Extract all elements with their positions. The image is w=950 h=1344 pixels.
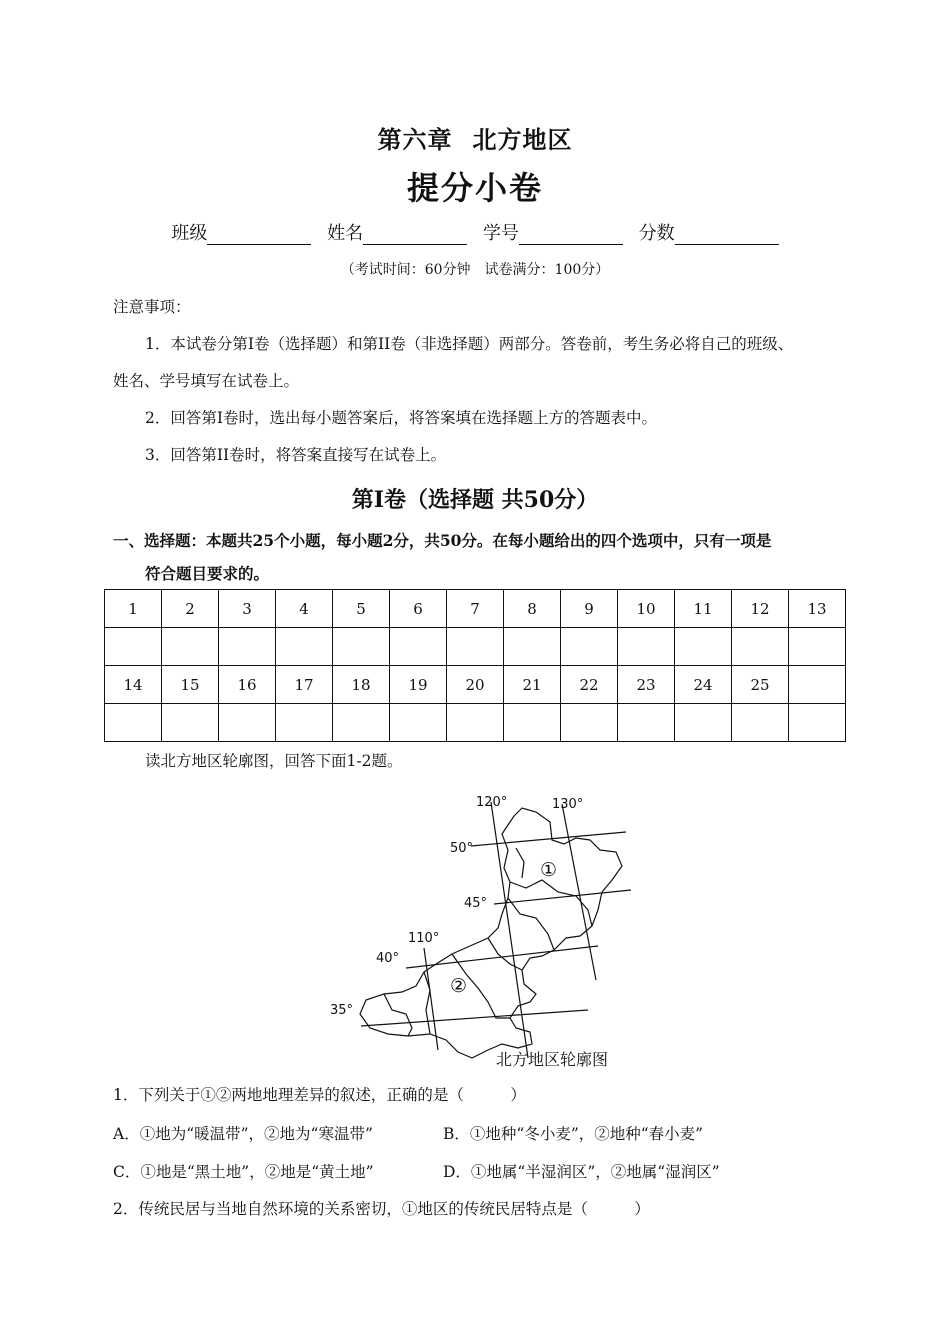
question-number-cell: 14 <box>105 666 162 704</box>
province-boundary <box>510 880 592 926</box>
question-number-cell: 8 <box>504 590 561 628</box>
question-number-cell: 11 <box>675 590 732 628</box>
answer-cell[interactable] <box>162 628 219 666</box>
chapter-name: 北方地区 <box>472 126 573 154</box>
student-id-label: 学号 <box>482 223 519 244</box>
read-instruction: 读北方地区轮廓图，回答下面1-2题。 <box>145 752 403 770</box>
question-number-cell: 16 <box>219 666 276 704</box>
question-number-cell: 6 <box>390 590 447 628</box>
question-number-cell: 15 <box>162 666 219 704</box>
question-number-cell: 23 <box>618 666 675 704</box>
answer-cell[interactable] <box>561 704 618 742</box>
answer-cell[interactable] <box>333 704 390 742</box>
answer-cell[interactable] <box>732 628 789 666</box>
question-1-stem: 1．下列关于①②两地地理差异的叙述，正确的是（ ） <box>113 1086 526 1104</box>
answer-cell[interactable] <box>105 628 162 666</box>
chapter-heading <box>0 120 950 155</box>
answer-cell[interactable] <box>561 628 618 666</box>
score-blank[interactable] <box>675 226 779 245</box>
answer-cell[interactable] <box>219 704 276 742</box>
province-boundary <box>488 938 522 970</box>
question-number-cell: 20 <box>447 666 504 704</box>
notice-item-3: 3．回答第II卷时，将答案直接写在试卷上。 <box>145 446 447 464</box>
class-blank[interactable] <box>207 226 311 245</box>
answer-cell[interactable] <box>447 628 504 666</box>
name-blank[interactable] <box>363 226 467 245</box>
latitude-label-50: 50° <box>450 841 474 856</box>
longitude-line-130 <box>562 804 596 980</box>
question-number-cell: 2 <box>162 590 219 628</box>
answer-cell[interactable] <box>276 704 333 742</box>
question-1-option-a[interactable]: A．①地为“暖温带”，②地为“寒温带” <box>113 1125 373 1143</box>
latitude-label-40: 40° <box>376 951 400 966</box>
section-title: 第I卷（选择题 共50分） <box>351 487 599 513</box>
answer-cell[interactable] <box>390 628 447 666</box>
answer-row <box>105 628 846 666</box>
answer-cell[interactable] <box>618 628 675 666</box>
question-number-cell: 22 <box>561 666 618 704</box>
question-number-row <box>105 590 846 628</box>
answer-cell[interactable] <box>162 704 219 742</box>
name-field[interactable] <box>327 219 467 245</box>
map-caption: 北方地区轮廓图 <box>496 1050 609 1069</box>
answer-cell[interactable] <box>732 704 789 742</box>
answer-cell[interactable] <box>504 628 561 666</box>
exam-timing: （考试时间：60分钟 试卷满分：100分） <box>340 262 610 278</box>
student-info-row <box>0 219 950 245</box>
answer-cell[interactable] <box>618 704 675 742</box>
class-label: 班级 <box>171 223 208 244</box>
map-svg <box>326 788 636 1070</box>
answer-cell[interactable] <box>789 704 846 742</box>
question-number-cell <box>789 666 846 704</box>
answer-cell[interactable] <box>276 628 333 666</box>
question-number-row <box>105 666 846 704</box>
notice-item-1-line-1: 1．本试卷分第I卷（选择题）和第II卷（非选择题）两部分。答卷前，考生务必将自己的班级、 <box>145 335 794 353</box>
answer-cell[interactable] <box>390 704 447 742</box>
question-1-option-b[interactable]: B．①地种“冬小麦”，②地种“春小麦” <box>443 1125 704 1143</box>
river <box>516 848 524 878</box>
question-number-cell: 25 <box>732 666 789 704</box>
answer-cell[interactable] <box>789 628 846 666</box>
region-outline <box>360 808 622 1058</box>
answer-cell[interactable] <box>675 628 732 666</box>
chapter-label: 第六章 <box>377 126 453 154</box>
answer-cell[interactable] <box>675 704 732 742</box>
student-id-field[interactable] <box>483 219 623 245</box>
notice-item-1-line-2: 姓名、学号填写在试卷上。 <box>113 372 300 390</box>
question-number-cell: 21 <box>504 666 561 704</box>
section-instruction-line-2: 符合题目要求的。 <box>145 564 270 583</box>
latitude-line-35 <box>361 1010 588 1026</box>
question-1-option-d[interactable]: D．①地属“半湿润区”，②地属“湿润区” <box>443 1163 720 1181</box>
north-region-map <box>326 788 636 1070</box>
answer-cell[interactable] <box>219 628 276 666</box>
province-boundary <box>384 994 412 1036</box>
question-2-stem: 2．传统民居与当地自然环境的关系密切，①地区的传统民居特点是（ ） <box>113 1200 650 1218</box>
question-number-cell: 12 <box>732 590 789 628</box>
answer-cell[interactable] <box>105 704 162 742</box>
question-number-cell: 1 <box>105 590 162 628</box>
score-label: 分数 <box>638 223 675 244</box>
question-number-cell: 4 <box>276 590 333 628</box>
notice-item-2: 2．回答第I卷时，选出每小题答案后，将答案填在选择题上方的答题表中。 <box>145 409 657 427</box>
longitude-label-110: 110° <box>408 931 440 946</box>
page-title: 提分小卷 <box>406 169 543 207</box>
question-number-cell: 5 <box>333 590 390 628</box>
answer-table <box>104 589 846 742</box>
region-label-1: ① <box>540 859 558 881</box>
longitude-label-130: 130° <box>552 797 584 812</box>
question-number-cell: 17 <box>276 666 333 704</box>
question-number-cell: 9 <box>561 590 618 628</box>
latitude-label-35: 35° <box>330 1003 354 1018</box>
answer-cell[interactable] <box>333 628 390 666</box>
longitude-label-120: 120° <box>476 795 508 810</box>
student-id-blank[interactable] <box>519 226 623 245</box>
latitude-line-50 <box>471 832 626 846</box>
question-number-cell: 18 <box>333 666 390 704</box>
name-label: 姓名 <box>327 223 364 244</box>
question-number-cell: 13 <box>789 590 846 628</box>
answer-cell[interactable] <box>447 704 504 742</box>
answer-cell[interactable] <box>504 704 561 742</box>
question-number-cell: 7 <box>447 590 504 628</box>
answer-row <box>105 704 846 742</box>
class-field[interactable] <box>171 219 311 245</box>
region-label-2: ② <box>450 975 468 997</box>
notice-heading: 注意事项： <box>113 298 191 316</box>
province-boundary <box>508 898 554 950</box>
score-field[interactable] <box>639 219 779 245</box>
question-number-cell: 3 <box>219 590 276 628</box>
latitude-label-45: 45° <box>464 896 488 911</box>
question-1-option-c[interactable]: C．①地是“黑土地”，②地是“黄土地” <box>113 1163 374 1181</box>
question-number-cell: 24 <box>675 666 732 704</box>
question-number-cell: 19 <box>390 666 447 704</box>
section-instruction-line-1: 一、选择题：本题共25个小题，每小题2分，共50分。在每小题给出的四个选项中，只有一项是 <box>113 531 772 550</box>
latitude-line-45 <box>494 890 631 904</box>
question-number-cell: 10 <box>618 590 675 628</box>
